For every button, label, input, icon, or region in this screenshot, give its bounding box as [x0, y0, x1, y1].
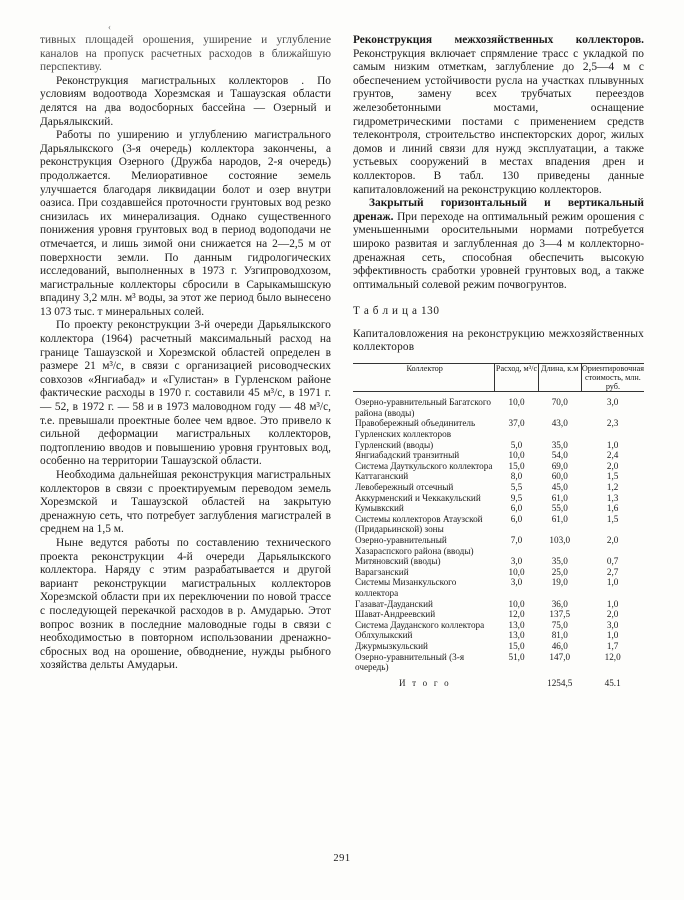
section-paragraph-drenazh [353, 197, 644, 292]
cell-stoimost: 1,0 [606, 577, 619, 588]
cell-collector: Система Даутку́льского коллектора [355, 460, 493, 471]
cell-dlina: 60,0 [551, 471, 568, 482]
cell-collector: Шават-Андреевский [355, 609, 436, 620]
cell-dlina: 147,0 [549, 651, 571, 662]
table-row [353, 630, 644, 641]
table-row [353, 418, 644, 439]
page-number: 291 [333, 853, 351, 864]
table-wrapper [353, 363, 644, 689]
table-row [353, 440, 644, 451]
cell-stoimost: 3,0 [606, 397, 619, 408]
cell-collector: Джурмызкульский [355, 640, 428, 651]
cell-rashod: 37,0 [508, 418, 525, 429]
cell-collector: Янгиабадский транзитный [355, 450, 460, 461]
cell-dlina: 75,0 [551, 619, 568, 630]
cell-collector: Газават-Дауданский [355, 598, 433, 609]
cell-collector: Облхулыкский [355, 630, 413, 641]
table-row [353, 482, 644, 493]
cell-stoimost: 2,7 [606, 566, 619, 577]
table-row [353, 461, 644, 472]
cell-stoimost: 2,4 [606, 450, 619, 461]
table-row [353, 567, 644, 578]
cell-rashod: 10,0 [508, 598, 525, 609]
cell-stoimost: 1,7 [606, 640, 619, 651]
cell-rashod: 13,0 [508, 619, 525, 630]
paragraph: Необходима дальнейшая реконструкция магистральных коллекторов в связи с проектируемым переводом земель Хорезмской и Ташаузской областей на закрытую дренажную сеть, что потребует заглубления магистралей в среднем на 1,5 м. [40, 469, 331, 536]
cell-stoimost: 3,0 [606, 619, 619, 630]
cell-dlina: 69,0 [551, 460, 568, 471]
cell-collector: Правобережный объединитель Гурленских коллекторов [355, 418, 476, 440]
cell-rashod: 8,0 [510, 471, 523, 482]
cell-collector: Митяновский (вводы) [355, 556, 441, 567]
table-row [353, 535, 644, 556]
paragraph: Работы по уширению и углублению магистрального Дарьялыкского (3-я очередь) коллектора закончены, а реконструкция Озерного (Дружба народов, 2-я очередь) продолжается. Мелиоративное состояние земель улучшается благодаря ликвидации болот и озер внутри оазиса. При создавшейся проточности грунтовых вод резко снизилась их минерализация. Однако существенного понижения уровня грунтовых вод в период водоподачи не отмечается, и лишь зимой они снижается на 2—2,5 м от поверхности земли. По данным гидрологических исследований, выполненных в 1973 г. Узгипроводхозом, магистральные коллекторы сбросили в Сарыкамышскую впадину 3,2 млн. м³ воды, за этот же период было вынесено 13 073 тыс. т минеральных солей. [40, 129, 331, 318]
cell-rashod: 51,0 [508, 651, 525, 662]
cell-rashod: 7,0 [510, 535, 523, 546]
header-cell-stoimost: Ориентировочная стоимость, млн. руб. [581, 363, 644, 392]
paragraph-text: При переходе на оптимальный режим орошения с уменьшенными оросительными нормами потребуется широко развитая и заглубленная до 3—4 м коллекторно-дренажная сеть, способная обеспечить высокую эффективность сработки уровней грунтовых вод, а также оптимальный солевой режим почвогрунтов. [353, 210, 644, 291]
header-cell-rashod: Расход, м³/с [495, 363, 538, 392]
cell-stoimost: 1,2 [606, 482, 619, 493]
paragraph-text: Реконструкция включает спрямление трасс с укладкой по самым низким отметкам, заглубление до 2,5—4 м с обеспечением устойчивости русла на участках плывунных грунтов, замену всех трубчатых переездов железобетонными мостами, оснащение гидрометрическими постами с применением средств телеконтроля, строительство инспекторских дорог, жилых домов и линий связи для нужд эксплуатации, а также устьевых сооружений в местах впадения дрен и коллекторов. В табл. 130 приведены данные капиталовложений на реконструкцию коллекторов. [353, 47, 644, 196]
cell-dlina: 45,0 [551, 482, 568, 493]
cell-dlina: 61,0 [551, 492, 568, 503]
cell-total-stoimost: 45.1 [604, 677, 621, 688]
cell-stoimost: 2,0 [606, 535, 619, 546]
table-row [353, 493, 644, 504]
paragraph: Реконструкция магистральных коллекторов . По условиям водоотвода Хорезмская и Ташаузская области делятся на два водосборных бассейна — Озерный и Дарьялыкский. [40, 74, 331, 128]
section-paragraph-kollektory [353, 34, 644, 197]
cell-collector: Гурленский (вводы) [355, 439, 434, 450]
header-cell-dlina: Длина, к.м [538, 363, 581, 392]
two-column-body [40, 34, 644, 688]
cell-dlina: 35,0 [551, 439, 568, 450]
cell-rashod: 3,0 [510, 577, 523, 588]
cell-dlina: 43,0 [551, 418, 568, 429]
cell-dlina: 19,0 [551, 577, 568, 588]
cell-rashod: 6,0 [510, 503, 523, 514]
cell-dlina: 25,0 [551, 566, 568, 577]
cell-dlina: 61,0 [551, 513, 568, 524]
cell-collector: Система Дауданского коллектора [355, 619, 485, 630]
table-header-row [353, 363, 644, 392]
cell-stoimost: 1,0 [606, 439, 619, 450]
cell-stoimost: 1,5 [606, 513, 619, 524]
table-row [353, 620, 644, 631]
cell-stoimost: 12,0 [604, 651, 621, 662]
table-row [353, 450, 644, 461]
left-column [40, 34, 331, 688]
table-row [353, 652, 644, 673]
cell-rashod: 15,0 [508, 640, 525, 651]
cell-dlina: 36,0 [551, 598, 568, 609]
cell-stoimost: 2,3 [606, 418, 619, 429]
cell-collector: Варагзанский [355, 566, 409, 577]
table-label: Т а б л и ц а 130 [353, 305, 440, 318]
paragraph: По проекту реконструкции 3-й очереди Дарьялыкского коллектора (1964) расчетный максимальный расход на границе Ташаузской и Хорезмской областей определен в размере 21 м³/с, в связи с организацией рисоводческих совхозов «Янгиабад» и «Гулистан» в Гурленском районе фактические расходы в 1970 г. составили 45 м³/с, в 1971 г. — 52, в 1972 г. — 58 и в 1973 маловодном году — 48 м³/с, т.е. превышали проектные более чем вдвое. Это привело к сильной деформации магистральных коллекторов, подтоплению вводов и повышению уровня грунтовых вод, особенно на территории Ташаузской области. [40, 319, 331, 468]
cell-dlina: 46,0 [551, 640, 568, 651]
table-row [353, 641, 644, 652]
cell-rashod: 5,5 [510, 482, 523, 493]
cell-collector: Озерно-уравнительный (3-я очередь) [355, 651, 465, 673]
cell-collector: Озерно-уравнительный Багатского района (вводы) [355, 397, 492, 418]
table-total-row [353, 678, 644, 689]
table-row [353, 577, 644, 598]
run-head-drenazh: Закрытый горизонтальный и вертикальный дренаж. [353, 197, 644, 223]
cell-stoimost: 1,5 [606, 471, 619, 482]
cell-collector: Аккурменский и Чеккакульский [355, 492, 481, 503]
cell-collector: Системы Мизанкульского коллектора [355, 577, 457, 598]
cell-collector: Озерно-уравнительный Хазараспского района (вводы) [355, 535, 474, 556]
run-head-mezhkhoz: Реконструкция межхозяйственных коллекторов. [353, 34, 644, 46]
cell-rashod: 15,0 [508, 460, 525, 471]
cell-dlina: 54,0 [551, 450, 568, 461]
table-row [353, 556, 644, 567]
cell-rashod: 12,0 [508, 609, 525, 620]
cell-dlina: 81,0 [551, 630, 568, 641]
table-row [353, 609, 644, 620]
cell-rashod: 10,0 [508, 566, 525, 577]
cell-rashod: 6,0 [510, 513, 523, 524]
capital-investments-table [353, 363, 644, 689]
cell-rashod: 3,0 [510, 556, 523, 567]
cell-dlina: 55,0 [551, 503, 568, 514]
cell-stoimost: 0,7 [606, 556, 619, 567]
cell-total-label: И т о г о [398, 677, 451, 688]
cell-rashod: 10,0 [508, 397, 525, 408]
cell-dlina: 70,0 [551, 397, 568, 408]
header-cell-collector: Коллектор [406, 363, 443, 373]
cell-total-dlina: 1254,5 [547, 677, 573, 688]
cell-collector: Левобережный отсечный [355, 482, 454, 493]
paragraph: Ныне ведутся работы по составлению технического проекта реконструкции 4-й очереди Дарьялыкского коллектора. Наряду с этим разрабатывается и другой вариант реконструкции магистральных коллекторов Хорезмской области при их переключении по новой трассе с последующей перекачкой расходов в р. Амударью. Этот вопрос возник в последние маловодные годы в связи с необходимостью в повторном использовании дренажно-сбросных вод на орошение, обводнение, нужды рыбного хозяйства дельты Амударьи. [40, 536, 331, 672]
cell-stoimost: 1,0 [606, 630, 619, 641]
stray-mark: ‹ [108, 22, 111, 32]
cell-stoimost: 1,0 [606, 598, 619, 609]
cell-stoimost: 1,3 [606, 492, 619, 503]
cell-collector: Кумывкский [355, 503, 404, 514]
cell-rashod: 10,0 [508, 450, 525, 461]
cell-collector: Каттаганский [355, 471, 409, 482]
paragraph: тивных площадей орошения, уширение и углубление каналов на пропуск расчетных расходов в ближайшую перспективу. [40, 34, 331, 74]
cell-rashod: 5,0 [510, 439, 523, 450]
cell-stoimost: 2,0 [606, 609, 619, 620]
cell-total-rashod [495, 678, 538, 689]
cell-stoimost: 2,0 [606, 460, 619, 471]
table-row [353, 503, 644, 514]
table-row [353, 397, 644, 418]
right-column [353, 34, 644, 688]
table-row [353, 471, 644, 482]
cell-dlina: 137,5 [549, 609, 571, 620]
table-title: Капиталовложения на реконструкцию межхозяйственных коллекторов [353, 327, 644, 354]
cell-rashod: 13,0 [508, 630, 525, 641]
cell-dlina: 35,0 [551, 556, 568, 567]
cell-dlina: 103,0 [549, 535, 571, 546]
cell-rashod: 9,5 [510, 492, 523, 503]
cell-collector: Системы коллекторов Атаузской (Придарьинской) зоны [355, 513, 483, 535]
table-row [353, 599, 644, 610]
cell-stoimost: 1,6 [606, 503, 619, 514]
table-row [353, 514, 644, 535]
